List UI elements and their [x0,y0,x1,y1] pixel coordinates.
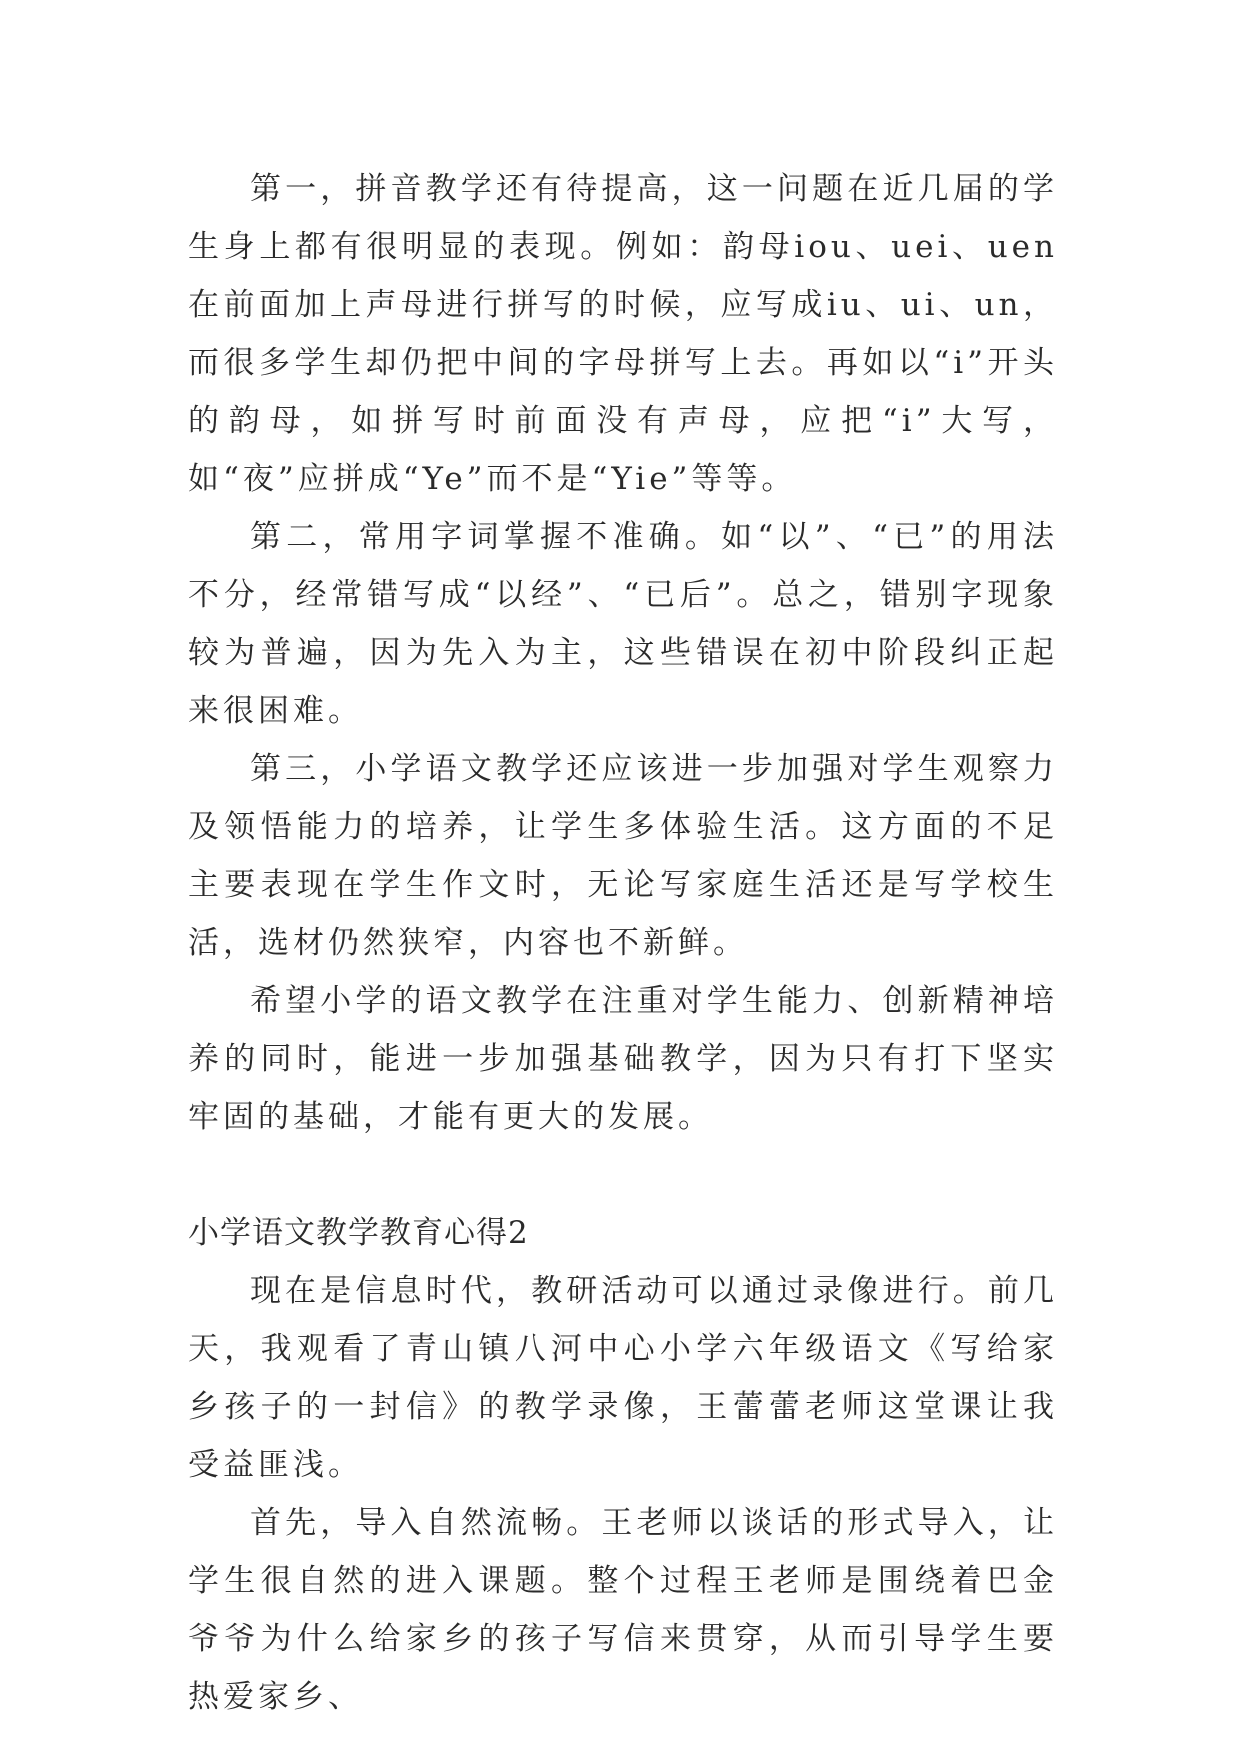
paragraph-hope: 希望小学的语文教学在注重对学生能力、创新精神培养的同时，能进一步加强基础教学，因为只有打下坚实牢固的基础，才能有更大的发展。 [188,983,1058,1135]
paragraph-introduction: 首先，导入自然流畅。王老师以谈话的形式导入，让学生很自然的进入课题。整个过程王老师是围绕着巴金爷爷为什么给家乡的孩子写信来贯穿，从而引导学生要热爱家乡、 [188,1505,1058,1715]
section-heading: 小学语文教学教育心得2 [188,1215,529,1251]
paragraph-observation: 第三，小学语文教学还应该进一步加强对学生观察力及领悟能力的培养，让学生多体验生活。这方面的不足主要表现在学生作文时，无论写家庭生活还是写学校生活，选材仍然狭窄，内容也不新鲜。 [188,751,1058,961]
paragraph-pinyin: 第一，拼音教学还有待提高，这一问题在近几届的学生身上都有很明显的表现。例如：韵母iou、uei、uen在前面加上声母进行拼写的时候，应写成iu、ui、un，而很多学生却仍把中间的字母拼写上去。再如以“i”开头的韵母，如拼写时前面没有声母，应把“i”大写，如“夜”应拼成“Ye”而不是“Yie”等等。 [188,171,1058,497]
document-body [188,160,1058,1726]
paragraph-common-words: 第二，常用字词掌握不准确。如“以”、“已”的用法不分，经常错写成“以经”、“已后”。总之，错别字现象较为普遍，因为先入为主，这些错误在初中阶段纠正起来很困难。 [188,519,1058,729]
paragraph-video-lesson: 现在是信息时代，教研活动可以通过录像进行。前几天，我观看了青山镇八河中心小学六年级语文《写给家乡孩子的一封信》的教学录像，王蕾蕾老师这堂课让我受益匪浅。 [188,1273,1058,1483]
